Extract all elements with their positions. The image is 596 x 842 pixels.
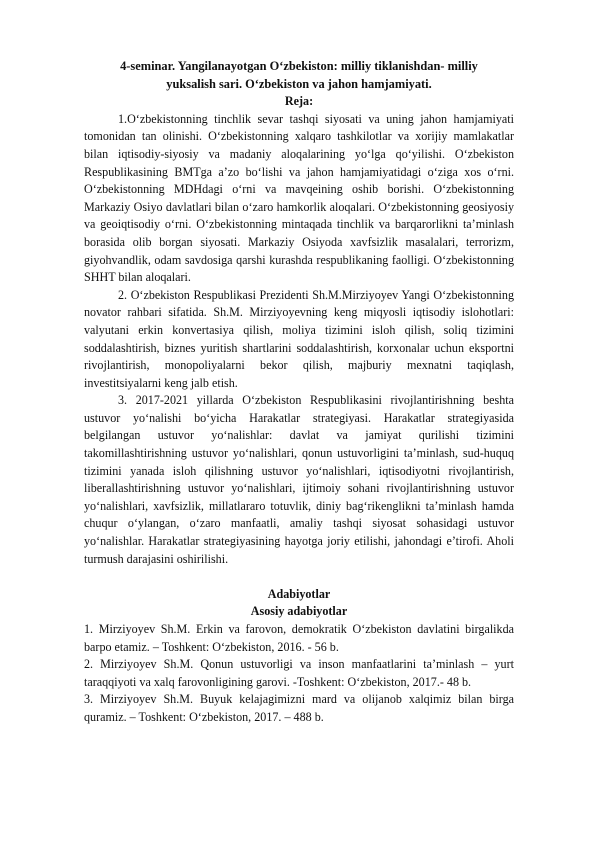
literature-item-3: 3. Mirziyoyev Sh.M. Buyuk kelajagimizni mard va olijanob xalqimiz bilan birga quramiz. – Toshkent: O‘zbekiston, 2017. – 488 b. bbox=[84, 692, 514, 724]
literature-item-1: 1. Mirziyoyev Sh.M. Erkin va farovon, demokratik O‘zbekiston davlatini birgalikda barpo etamiz. – Toshkent: O‘zbekiston, 2016. - 56 b. bbox=[84, 622, 514, 654]
main-literature-heading: Asosiy adabiyotlar bbox=[250, 604, 348, 619]
document-page bbox=[84, 58, 514, 727]
plan-item-1: 1.O‘zbekistonning tinchlik sevar tashqi siyosati va uning jahon hamjamiyati tomonidan tan olinishi. O‘zbekistonning xalqaro tashkilotlar va xorijiy mamlakatlar bilan iqtisodiy-siyosiy va madaniy aloqalarining yo‘lga qo‘yilishi. O‘zbekiston Respublikasining BMTga a’zo bo‘lishi va jahon hamjamiyatidagi o‘ziga xos o‘rni. O‘zbekistonning MDHdagi o‘rni va mavqeining oshib borishi. O‘zbekistonning Markaziy Osiyo davlatlari bilan o‘zaro hamkorlik aloqalari. O‘zbekistonning geosiyosiy va geoiqtisodiy o‘rni. O‘zbekistonning mintaqada tinchlik va barqarorlikni ta’minlash borasida olib borgan siyosati. Markaziy Osiyoda xavfsizlik masalalari, terrorizm, giyohvandlik, odam savdosiga qarshi kurashda respublikaning faolligi. O‘zbekistonning SHHT bilan aloqalari. bbox=[84, 111, 514, 285]
plan-item-2: 2. O‘zbekiston Respublikasi Prezidenti Sh.M.Mirziyoyev Yangi O‘zbekistonning novator rahbari sifatida. Sh.M. Mirziyoyevning keng miqyosli iqtisodiy islohotlari: valyutani erkin konvertasiya qilish, moliya tizimini isloh qilish, soliq tizimini soddalashtirish, biznes yuritish shartlarini soddalashtirish, korxonalar uchun eksportni rivojlantirish, monopoliyalarni bekor qilish, majburiy mexnatni taqiqlash, investitsiyalarni keng jalb etish. bbox=[84, 287, 514, 390]
plan-item-3: 3. 2017-2021 yillarda O‘zbekiston Respublikasini rivojlantirishning beshta ustuvor yo‘nalishi bo‘yicha Harakatlar strategiyasi. Harakatlar strategiyasida belgilangan ustuvor yo‘nalishlar: davlat va jamiyat qurilishi tizimini takomillashtirishning ustuvor yo‘nalishlari, qonun ustuvorligini ta’minlash, sud-huquq tizimini yanada isloh qilishning ustuvor yo‘nalishlari, iqtisodiyotni rivojlantirish, liberallashtirishning ustuvor yo‘nalishlari, ijtimoiy sohani rivojlantirishning ustuvor yo‘nalishlari, xavfsizlik, millatlararo totuvlik, diniy bag‘rikenglikni ta’minlash hamda chuqur o‘ylangan, o‘zaro manfaatli, amaliy tashqi siyosat sohasidagi ustuvor yo‘nalishlar. Harakatlar strategiyasining hayotga joriy etilishi, jahondagi e’tirofi. Aholi turmush darajasini oshirilishi. bbox=[84, 393, 514, 566]
literature-item-2: 2. Mirziyoyev Sh.M. Qonun ustuvorligi va inson manfaatlarini ta’minlash – yurt taraqqiyoti va xalq farovonligining garovi. -Toshkent: O‘zbekiston, 2017.- 48 b. bbox=[84, 657, 514, 689]
title-line-1: 4-seminar. Yangilanayotgan O‘zbekiston: milliy tiklanishdan- milliy bbox=[120, 59, 478, 73]
plan-heading: Reja: bbox=[284, 94, 314, 109]
section-spacer bbox=[84, 568, 514, 586]
literature-heading: Adabiyotlar bbox=[267, 586, 331, 601]
title-line-2: yuksalish sari. O‘zbekiston va jahon hamjamiyati. bbox=[166, 76, 432, 91]
document-title bbox=[84, 58, 514, 93]
